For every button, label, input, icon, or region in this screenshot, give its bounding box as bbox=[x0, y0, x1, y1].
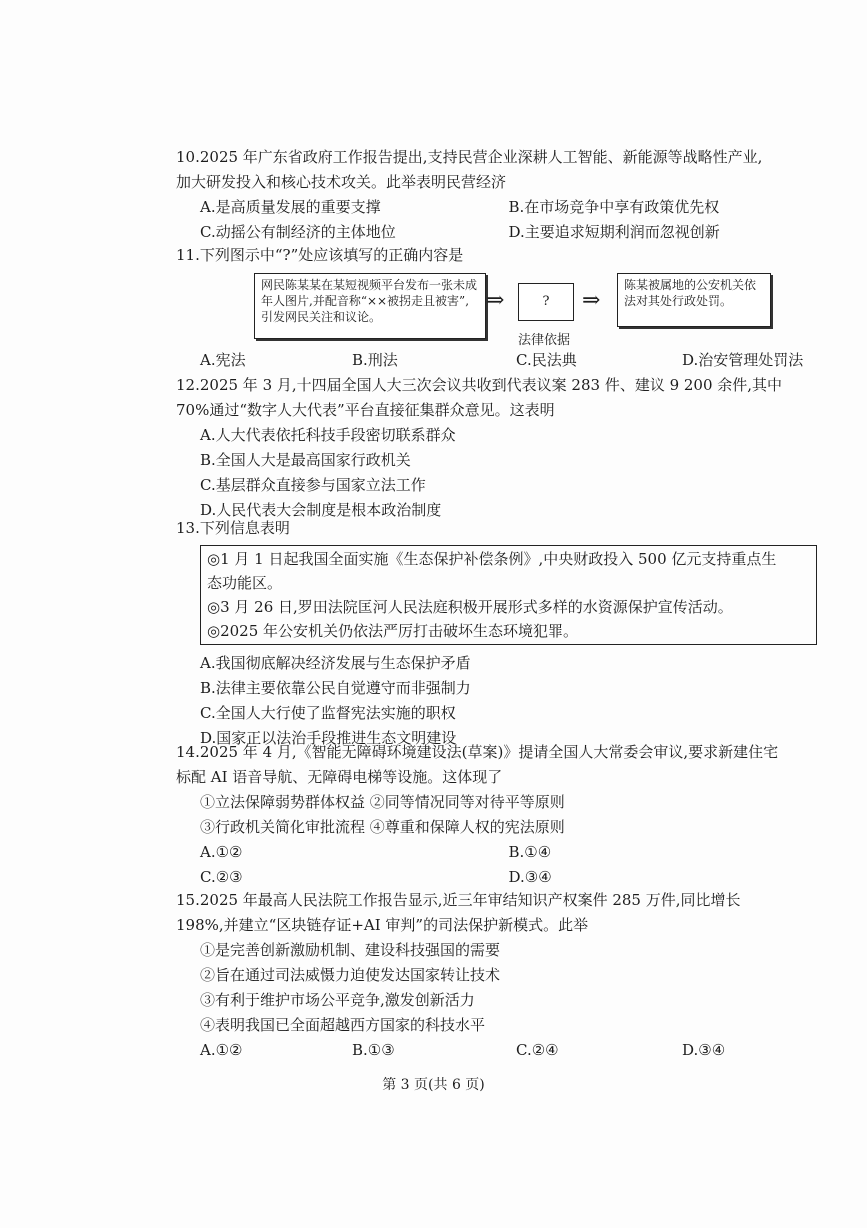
question-15 bbox=[176, 888, 817, 1063]
q14-option-c[interactable]: C.②③ bbox=[200, 868, 243, 886]
question-11 bbox=[176, 243, 817, 268]
q11-option-c[interactable]: C.民法典 bbox=[516, 351, 577, 369]
question-12 bbox=[176, 373, 817, 523]
q15-option-b[interactable]: B.①③ bbox=[352, 1041, 395, 1059]
q10-stem-line2: 加大研发投入和核心技术攻关。此举表明民营经济 bbox=[176, 173, 507, 191]
q11-diagram bbox=[254, 273, 814, 353]
q12-stem-line2: 70%通过“数字人大代表”平台直接征集群众意见。这表明 bbox=[176, 401, 555, 419]
q13-option-a[interactable]: A.我国彻底解决经济发展与生态保护矛盾 bbox=[200, 654, 471, 672]
q15-options-row bbox=[176, 1038, 817, 1063]
q11-result-box: 陈某被属地的公安机关依法对其处行政处罚。 bbox=[617, 273, 771, 327]
q14-stem-line1: 14.2025 年 4 月,《智能无障碍环境建设法(草案)》提请全国人大常委会审议,要求新建住宅 bbox=[176, 743, 779, 761]
q15-statement-3: ③有利于维护市场公平竞争,激发创新活力 bbox=[200, 991, 475, 1009]
q15-stem-line2: 198%,并建立“区块链存证+AI 审判”的司法保护新模式。此举 bbox=[176, 916, 589, 934]
q13-info-item-1-cont: 态功能区。 bbox=[207, 574, 283, 592]
q12-option-b[interactable]: B.全国人大是最高国家行政机关 bbox=[200, 451, 411, 469]
q13-info-item-3: ◎2025 年公安机关仍依法严厉打击破坏生态环境犯罪。 bbox=[207, 622, 579, 640]
q10-stem-line1: 10.2025 年广东省政府工作报告提出,支持民营企业深耕人工智能、新能源等战略性产业, bbox=[176, 148, 763, 166]
q11-option-a[interactable]: A.宪法 bbox=[200, 351, 246, 369]
q11-option-b[interactable]: B.刑法 bbox=[352, 351, 398, 369]
q12-stem-line1: 12.2025 年 3 月,十四届全国人大三次会议共收到代表议案 283 件、建议 9 200 余件,其中 bbox=[176, 376, 783, 394]
q11-event-box: 网民陈某某在某短视频平台发布一张未成年人图片,并配音称“××被拐走且被害”,引发网民关注和议论。 bbox=[254, 273, 486, 339]
q14-statements-1: ①立法保障弱势群体权益 ②同等情况同等对待平等原则 bbox=[200, 793, 565, 811]
q14-option-a[interactable]: A.①② bbox=[200, 843, 243, 861]
q14-stem-line2: 标配 AI 语音导航、无障碍电梯等设施。这体现了 bbox=[176, 768, 503, 786]
q15-statement-1: ①是完善创新激励机制、建设科技强国的需要 bbox=[200, 941, 501, 959]
right-arrow-icon: ⇒ bbox=[486, 288, 505, 313]
q13-info-box bbox=[200, 545, 817, 645]
page-number: 第 3 页(共 6 页) bbox=[382, 1077, 485, 1093]
q13-info-item-2: ◎3 月 26 日,罗田法院匡河人民法庭积极开展形式多样的水资源保护宣传活动。 bbox=[207, 598, 733, 616]
right-arrow-icon: ⇒ bbox=[582, 288, 601, 313]
q10-option-b[interactable]: B.在市场竞争中享有政策优先权 bbox=[508, 198, 720, 216]
question-10 bbox=[176, 145, 817, 245]
q14-options-row2 bbox=[176, 865, 817, 890]
q13-option-c[interactable]: C.全国人大行使了监督宪法实施的职权 bbox=[200, 704, 456, 722]
q12-option-d[interactable]: D.人民代表大会制度是根本政治制度 bbox=[200, 501, 442, 519]
q15-option-a[interactable]: A.①② bbox=[200, 1041, 243, 1059]
q14-options-row1 bbox=[176, 840, 817, 865]
q14-option-d[interactable]: D.③④ bbox=[508, 868, 552, 886]
q12-option-a[interactable]: A.人大代表依托科技手段密切联系群众 bbox=[200, 426, 456, 444]
q15-statement-4: ④表明我国已全面超越西方国家的科技水平 bbox=[200, 1016, 486, 1034]
q10-option-d[interactable]: D.主要追求短期利润而忽视创新 bbox=[508, 223, 720, 241]
question-13 bbox=[176, 516, 817, 751]
q11-stem: 11.下列图示中“?”处应该填写的正确内容是 bbox=[176, 246, 464, 264]
q15-stem-line1: 15.2025 年最高人民法院工作报告显示,近三年审结知识产权案件 285 万件,同比增长 bbox=[176, 891, 741, 909]
q12-option-c[interactable]: C.基层群众直接参与国家立法工作 bbox=[200, 476, 426, 494]
q10-option-c[interactable]: C.动摇公有制经济的主体地位 bbox=[200, 223, 396, 241]
q11-options bbox=[176, 348, 817, 373]
q14-statements-2: ③行政机关简化审批流程 ④尊重和保障人权的宪法原则 bbox=[200, 818, 565, 836]
q15-statement-2: ②旨在通过司法威慑力迫使发达国家转让技术 bbox=[200, 966, 501, 984]
q15-option-c[interactable]: C.②④ bbox=[516, 1041, 559, 1059]
q13-option-d[interactable]: D.国家正以法治手段推进生态文明建设 bbox=[200, 729, 457, 747]
q10-option-a[interactable]: A.是高质量发展的重要支撑 bbox=[200, 198, 381, 216]
q13-stem: 13.下列信息表明 bbox=[176, 519, 290, 537]
q11-option-d[interactable]: D.治安管理处罚法 bbox=[682, 351, 804, 369]
q10-options-row1 bbox=[176, 195, 817, 220]
q13-option-b[interactable]: B.法律主要依靠公民自觉遵守而非强制力 bbox=[200, 679, 471, 697]
q10-options-row2 bbox=[176, 220, 817, 245]
q11-question-box: ? bbox=[518, 283, 574, 321]
q14-option-b[interactable]: B.①④ bbox=[508, 843, 552, 861]
q11-basis-label: 法律依据 bbox=[518, 333, 571, 348]
q11-options-row bbox=[176, 348, 817, 373]
q15-option-d[interactable]: D.③④ bbox=[682, 1041, 726, 1059]
question-14 bbox=[176, 740, 817, 890]
q13-info-item-1: ◎1 月 1 日起我国全面实施《生态保护补偿条例》,中央财政投入 500 亿元支持重点生 bbox=[207, 550, 777, 568]
